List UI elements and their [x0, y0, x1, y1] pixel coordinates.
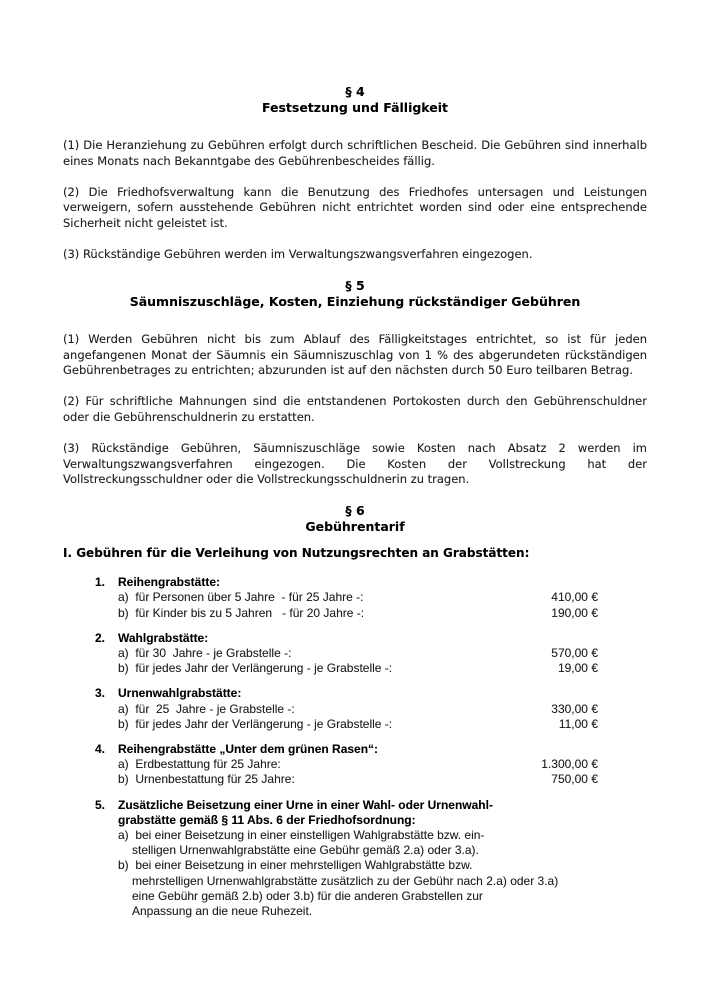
- tariff-item-1-title: Reihengrabstätte:: [118, 575, 221, 590]
- tariff-item-3-number: 3.: [95, 686, 106, 701]
- fee-label: a) für 30 Jahre - je Grabstelle -:: [118, 645, 292, 660]
- tariff-item-5-title-line-2: grabstätte gemäß § 11 Abs. 6 der Friedhofsordnung:: [118, 812, 416, 827]
- tariff-item-3-body: [118, 686, 598, 732]
- section-par5: [63, 278, 647, 488]
- tariff-chapter-heading: I. Gebühren für die Verleihung von Nutzungsrechten an Grabstätten:: [63, 546, 530, 561]
- tariff-item-2-number: 2.: [95, 630, 106, 645]
- section-par5-number: § 5: [345, 277, 365, 293]
- fee-label: b) für jedes Jahr der Verlängerung - je Grabstelle -:: [118, 716, 393, 731]
- section-par6-number: § 6: [345, 503, 365, 519]
- tariff-row: [118, 757, 598, 772]
- par5-paragraph-3: (3) Rückständige Gebühren, Säumniszuschläge sowie Kosten nach Absatz 2 werden im Verwaltungszwangsverfahren eingezogen. Die Kosten der Vollstreckung hat der Vollstreckungsschuldner oder die Vollstreckungsschuldnerin zu tragen.: [63, 440, 647, 487]
- fee-price: 330,00 €: [551, 701, 598, 716]
- fee-label: a) für 25 Jahre - je Grabstelle -:: [118, 701, 295, 716]
- fee-price: 410,00 €: [551, 590, 598, 605]
- fee-label: a) für Personen über 5 Jahre - für 25 Jahre -:: [118, 590, 364, 605]
- tariff-list: [95, 575, 598, 919]
- tariff-item-5-body: [118, 798, 598, 920]
- tariff-row: [118, 646, 598, 661]
- tariff-item-1: [95, 575, 598, 621]
- par4-paragraph-2: (2) Die Friedhofsverwaltung kann die Benutzung des Friedhofes untersagen und Leistungen verweigern, sofern ausstehende Gebühren nicht entrichtet worden sind oder eine entsprechende Sicherheit nicht geleistet ist.: [63, 184, 647, 231]
- fee-label: b) Urnenbestattung für 25 Jahre:: [118, 772, 295, 787]
- fee-label: a) Erdbestattung für 25 Jahre:: [118, 757, 281, 772]
- fee-label: b) für Kinder bis zu 5 Jahren - für 20 Jahre -:: [118, 605, 365, 620]
- fee-label: b) für jedes Jahr der Verlängerung - je Grabstelle -:: [118, 661, 393, 676]
- tariff-row: [118, 717, 598, 732]
- tariff-subitem-a-line: stelligen Urnenwahlgrabstätte eine Gebühr gemäß 2.a) oder 3.a).: [132, 843, 479, 858]
- tariff-item-2-title: Wahlgrabstätte:: [118, 630, 209, 645]
- section-par6: [63, 503, 647, 535]
- par4-paragraph-3: (3) Rückständige Gebühren werden im Verwaltungszwangsverfahren eingezogen.: [63, 246, 533, 261]
- par5-paragraph-2: (2) Für schriftliche Mahnungen sind die entstandenen Portokosten durch den Gebührenschuldner oder die Gebührenschuldnerin zu erstatten.: [63, 394, 647, 424]
- tariff-item-5-number: 5.: [95, 797, 106, 812]
- tariff-item-5-title-line-1: Zusätzliche Beisetzung einer Urne in einer Wahl- oder Urnenwahl-: [118, 797, 493, 812]
- tariff-item-1-body: [118, 575, 598, 621]
- tariff-row: [118, 606, 598, 621]
- tariff-item-4: [95, 742, 598, 788]
- tariff-subitem-a-line: a) bei einer Beisetzung in einer einstelligen Wahlgrabstätte bzw. ein-: [118, 828, 485, 842]
- tariff-subitem-b-line: b) bei einer Beisetzung in einer mehrstelligen Wahlgrabstätte bzw.: [118, 858, 473, 873]
- tariff-item-1-number: 1.: [95, 575, 106, 590]
- tariff-item-5: [95, 798, 598, 920]
- tariff-subitem-b-line: mehrstelligen Urnenwahlgrabstätte zusätzlich zu der Gebühr nach 2.a) oder 3.a): [132, 873, 559, 888]
- fee-price: 1.300,00 €: [541, 757, 598, 772]
- section-par4: [63, 84, 647, 263]
- tariff-item-4-body: [118, 742, 598, 788]
- tariff-row: [118, 702, 598, 717]
- section-par6-title: Gebührentarif: [305, 519, 405, 535]
- fee-price: 190,00 €: [551, 605, 598, 620]
- par5-paragraph-1: (1) Werden Gebühren nicht bis zum Ablauf des Fälligkeitstages entrichtet, so ist für jeden angefangenen Monat der Säumnis ein Säumniszuschlag von 1 % des abgerundeten rückständigen Gebührenbetrages zu entrichten; abzurunden ist auf den nächsten durch 50 Euro teilbaren Betrag.: [63, 331, 647, 378]
- fee-price: 750,00 €: [551, 772, 598, 787]
- fee-price: 19,00 €: [557, 661, 598, 676]
- fee-price: 570,00 €: [551, 645, 598, 660]
- tariff-subitem-b-line: eine Gebühr gemäß 2.b) oder 3.b) für die anderen Grabstellen zur: [132, 888, 483, 903]
- tariff-item-2: [95, 631, 598, 677]
- tariff-item-3: [95, 686, 598, 732]
- tariff-item-4-title: Reihengrabstätte „Unter dem grünen Rasen“:: [118, 741, 379, 756]
- tariff-row: [118, 772, 598, 787]
- fee-price: 11,00 €: [558, 716, 598, 731]
- tariff-item-2-body: [118, 631, 598, 677]
- section-par4-title: Festsetzung und Fälligkeit: [261, 100, 449, 115]
- tariff-row: [118, 661, 598, 676]
- tariff-item-3-title: Urnenwahlgrabstätte:: [118, 686, 242, 701]
- tariff-row: [118, 590, 598, 605]
- section-par5-title: Säumniszuschläge, Kosten, Einziehung rückständiger Gebühren: [129, 293, 581, 309]
- par4-paragraph-1: (1) Die Heranziehung zu Gebühren erfolgt durch schriftlichen Bescheid. Die Gebühren sind innerhalb eines Monats nach Bekanntgabe des Gebührenbescheides fällig.: [63, 138, 647, 168]
- section-par4-number: § 4: [345, 84, 365, 99]
- tariff-item-4-number: 4.: [95, 741, 106, 756]
- tariff-subitem-b-line: Anpassung an die neue Ruhezeit.: [132, 904, 313, 919]
